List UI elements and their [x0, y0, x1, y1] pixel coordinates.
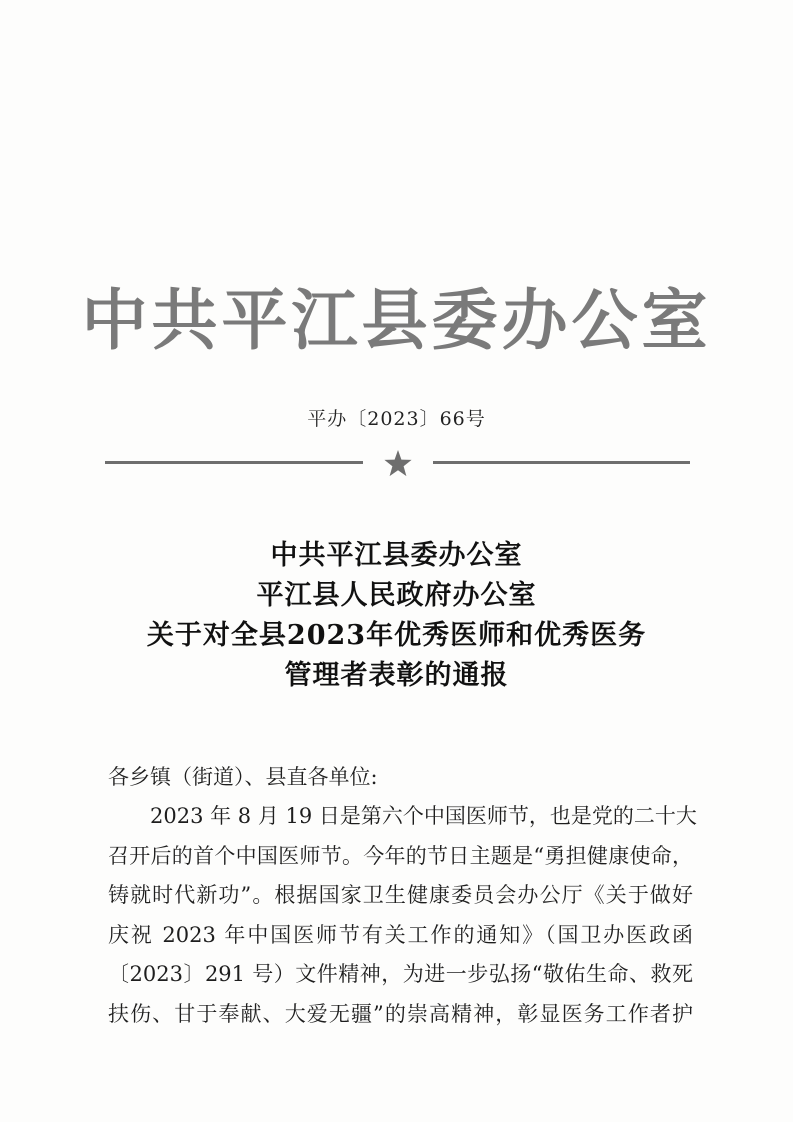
title-line: 中共平江县委办公室 — [270, 540, 523, 571]
divider-line-left — [105, 461, 363, 464]
body-text-line: 扶伤、甘于奉献、大爱无疆”的崇高精神，彰显医务工作者护 — [108, 1001, 693, 1026]
document-number: 平办〔2023〕66号 — [307, 408, 486, 430]
title-line: 平江县人民政府办公室 — [256, 580, 537, 611]
masthead-divider — [105, 449, 690, 479]
body-text-line: 庆祝 2023 年中国医师节有关工作的通知》（国卫办医政函 — [108, 922, 693, 947]
title-line: 管理者表彰的通报 — [284, 660, 509, 691]
body-text-line: 〔2023〕291 号）文件精神，为进一步弘扬“敬佑生命、救死 — [108, 962, 693, 986]
divider-line-right — [433, 461, 690, 464]
document-body — [108, 757, 697, 1034]
masthead-title: 中共平江县委办公室 — [81, 281, 712, 359]
body-text-line: 2023 年 8 月 19 日是第六个中国医师节，也是党的二十大 — [150, 804, 697, 828]
document-title — [0, 536, 793, 696]
salutation: 各乡镇（街道）、县直各单位: — [108, 765, 378, 789]
star-icon — [383, 449, 413, 479]
title-line: 关于对全县2023年优秀医师和优秀医务 — [146, 620, 647, 651]
body-text-line: 召开后的首个中国医师节。今年的节日主题是“勇担健康使命， — [108, 843, 693, 868]
body-text-line: 铸就时代新功”。根据国家卫生健康委员会办公厅《关于做好 — [108, 883, 693, 907]
